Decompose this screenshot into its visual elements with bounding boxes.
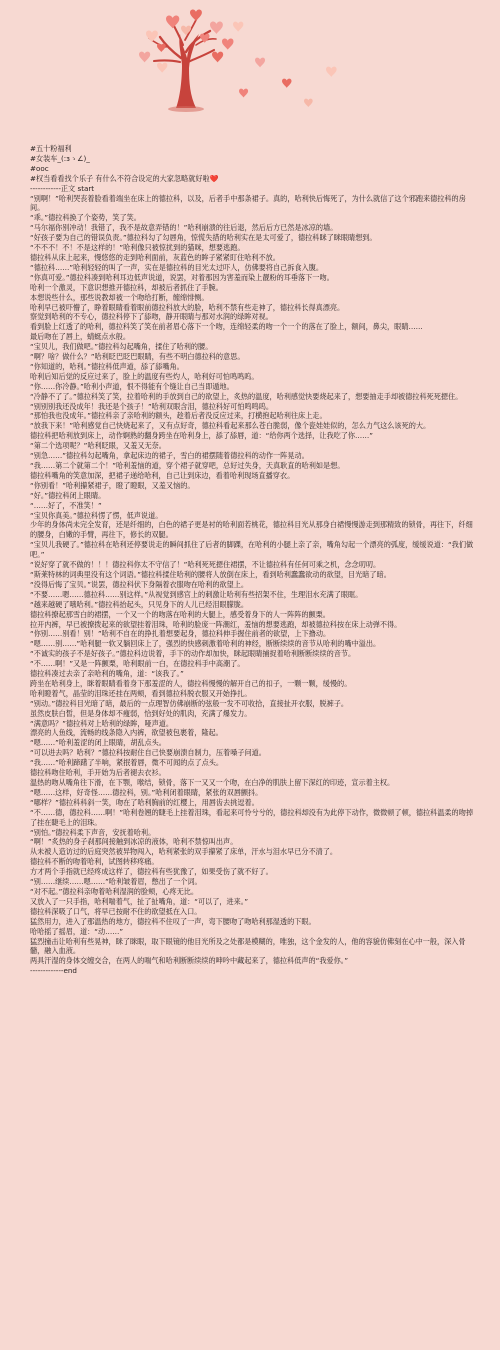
- story-paragraph: “啊！”炙热的身子刹那间接触到冰凉的液体，哈利不禁惊叫出声。: [30, 837, 238, 847]
- story-paragraph: “别急……”德拉科勾起嘴角，拿起床边的裙子，雪白的裙摆随着德拉科的动作一阵晃动。: [30, 451, 309, 461]
- story-paragraph: 德拉科把哈利放到床上，动作婀熟的翻身跨坐在哈利身上，舔了舔唇，道：“给你两个选择，让我吃了你……”: [30, 431, 374, 441]
- story-paragraph: “放我下来！”哈利感觉自己快烧起来了，又有点好奇，德拉科看起来那么苍白脆弱，像个瓷娃娃似的，怎么力气这么该死的大。: [30, 421, 431, 431]
- story-paragraph: “你别看！”哈利攥紧裙子，瞪了瞪眼，又羞又恼的。: [30, 480, 195, 490]
- story-paragraph: “我……第二个就第二个！”哈利羞恼的道，穿个裙子就穿吧，总好过失身，天真耿直的哈利如是想。: [30, 461, 345, 470]
- story-paragraph: 德拉科不断的吻着哈利，试图转移疼痛。: [30, 857, 159, 867]
- story-paragraph: “别……继续……嗯……”哈利皱着眉，憋出了一个词。: [30, 877, 202, 887]
- story-paragraph: “嗯……别……”哈利腿一软又躺回床上了，强烈的快感刺激着哈利的神经，断断续续的音节从哈利的嘴中溢出。: [30, 639, 381, 649]
- story-paragraph: 哈哈摇了摇眉，道：“动……”: [30, 926, 124, 936]
- tag-line: #五十粉福利: [30, 144, 72, 153]
- story-paragraph: “对不起。”德拉科亲吻着哈利湿润的脸颊，心疼无比。: [30, 886, 199, 896]
- article-content: [30, 144, 474, 976]
- story-paragraph: 从未被人造访过的后庭突然被异物闯入，哈利紧张的双手攥紧了床单，汗水与泪水早已分不清了。: [30, 847, 338, 857]
- story-paragraph: “不诚实的孩子不是好孩子。”德拉科边说着，手下的动作却加快，眯起眼睛捕捉着哈利断断续续的音节。: [30, 649, 356, 659]
- story-paragraph: “没得后悔了宝贝。”说罢，德拉科伏下身隔着衣服吻在哈利的欲望上。: [30, 579, 249, 589]
- story-paragraph: 猛烈撞击让哈利有些晃神，眯了眯眼，取下眼镜的他目光所及之处都是模糊的，唯独，这个金发的人，他的容貌仿佛刻在心中一般，深入骨髓，融入血液。: [30, 936, 466, 956]
- story-paragraph: “满意吗？”德拉科对上哈利的绿眸，哑声道。: [30, 718, 174, 728]
- story-paragraph: “嗯……”哈利羞涩的闭上眼睛，胡乱点头。: [30, 738, 166, 748]
- start-marker: ------------正文 start: [30, 183, 95, 193]
- story-paragraph: 德拉科撩起那雪白的裙摆，一个又一个的吻落在哈利的大腿上，感受着身下的人一阵阵的颤栗。: [30, 609, 330, 619]
- story-paragraph: 两具汗湿的身体交缠交合，在两人的喘气和哈利断断续续的呻吟中藏起来了，德拉科低声的“我爱你。”: [30, 956, 349, 966]
- story-paragraph: “别别别我还没成年！我还是个孩子！”哈利双眼含泪，德拉科好可怕鸣鸣呜。: [30, 401, 274, 411]
- story-paragraph: “说好穿了就不做的！！！德拉科你太不守信了！”哈利死死摁住裙摆，不让德拉科有任何可乘之机，念念叨叨。: [30, 560, 381, 570]
- story-paragraph: 德拉科吻住哈利，手开始为后者褪去衣衫。: [30, 768, 166, 778]
- story-paragraph: 德拉科深吸了口气，将早已按耐不住的欲望抵在入口。: [30, 906, 202, 916]
- story-paragraph: “好孩子要为自己的错误负责。”德拉科勾了勾唇角，惊慌失措的哈利实在是太可爱了，德拉科眯了眯眼睛想到。: [30, 233, 377, 243]
- story-paragraph: 虽然皮肤白皙，但是身体却不瘦弱，恰到好处的肌肉，充满了爆发力。: [30, 708, 252, 718]
- story-paragraph: “宝贝你真美。”德拉科愣了愣，低声说道。: [30, 510, 163, 520]
- story-paragraph: “第二个选项呢？”哈利眨眼，又羞又无奈。: [30, 441, 166, 451]
- story-paragraph: “越来越硬了哦哈利。”德拉科抬起头，只见身下的人儿已经泪眼朦胧。: [30, 599, 249, 609]
- story-paragraph: 最后吻在了唇上，蜻蜓点水般。: [30, 332, 130, 342]
- story-paragraph: 少年的身体尚未完全发育，还是纤细的，白色的裙子更是衬的哈利面若桃花，德拉科目光从那身白裙慢慢游走到那精致的锁骨，再往下，纤细的腰身，白嫩的手臂，再往下，修长的双腿。: [30, 520, 473, 540]
- story-paragraph: “……好了，不准笑！”: [30, 500, 102, 510]
- story-paragraph: “乖。”德拉科换了个姿势，笑了笑。: [30, 213, 141, 223]
- story-paragraph: “啊？啥？做什么？”哈利眨巴眨巴眼睛，有些不明白德拉科的意思。: [30, 352, 245, 362]
- story-paragraph: “马尔福你别冲动！我错了，我不是故意弄错的！”哈利崩溃的往后退，然后后方已然是冰凉的墙。: [30, 223, 338, 233]
- story-paragraph: “我……”哈利蹄躇了半响，紧抿着唇，微不可闻的点了点头。: [30, 758, 224, 768]
- story-paragraph: 漂亮的人鱼线，流畅的线条隐入内裤，欲望被包裹着，隆起。: [30, 728, 223, 738]
- story-paragraph: “别啊！”哈利哭丧着脸看着端坐在床上的德拉科，以及，后者手中那条裙子。真的，哈利快后悔死了，为什么就信了这个邪跑来德拉科的房间。: [30, 193, 466, 213]
- story-paragraph: 又放入了一只手指，哈利喘着气，扯了扯嘴角，道：“可以了，进来。”: [30, 896, 249, 906]
- story-paragraph: “不要……嗯……德拉科……别这样。”从视觉到感官上的刺激让哈利有些招架不住，生理泪水充满了眼眶。: [30, 589, 363, 599]
- story-paragraph: 跨坐在哈利身上，眯着眼睛看着身下那羞涩的人，德拉科慢慢的解开自己的扣子，一颗一颗，缓慢的。: [30, 678, 352, 688]
- story-paragraph: “你别……别看！别！”哈利不自在的挣扎着想要起身，德拉科伸手握住前者的欲望，上下撸动。: [30, 629, 331, 639]
- story-paragraph: “宝贝儿我硬了。”德拉科在哈利还停要说走的瞬间抓住了后者的脚踝，在哈利的小腿上亲了亲，嘴角勾起一个漂亮的弧度，缓缓说道：“我们做吧。”: [30, 540, 474, 560]
- story-paragraph: “你真可爱。”德拉科凑到哈利耳边低声说道，说罢，对着那因为害羞而染上靓粉的耳垂落下一吻。: [30, 272, 334, 282]
- story-paragraph: “别怕。”德拉科柔下声音，安抚着哈利。: [30, 827, 156, 837]
- story-paragraph: 哈利早已被吓懵了，睁着眼睛看着眼前德拉科放大的脸，哈利不禁有些走神了，德拉科长得真漂亮。: [30, 302, 345, 312]
- story-paragraph: 本想说些什么，那些说教却被一个吻给打断，缠绵悱恻。: [30, 292, 209, 302]
- story-paragraph: 德拉科嘴角的笑意加深，把裙子递给哈利，自己让到床边，看着哈利现场直播穿衣。: [30, 470, 295, 480]
- story-paragraph: “可以进去吗？哈利？”德拉科按耐住自己快要崩溃自制力，压着嗓子问道。: [30, 748, 266, 758]
- story-paragraph: 温热的吻从嘴角往下滑，在下颚，喉结，锁骨，落下一又又一个吻，在白净的肌肤上留下深红的印迹，宣示着主权。: [30, 778, 395, 787]
- end-marker: -------------end: [30, 966, 77, 976]
- story-paragraph: 拉开内裤，早已被撩拨起来的欲望挂着泪珠，哈利的脸庞一阵潮红，羞恼的想要逃跑，却被德拉科按在床上动弹不得。: [30, 619, 402, 629]
- story-paragraph: “好。”德拉科闭上眼睛。: [30, 490, 106, 500]
- story-paragraph: “不……德，德拉科……啊！”哈利卷翘的睫毛上挂着泪珠，看起来可怜兮兮的，德拉科却没有为此停下动作，微微顿了顿，德拉科温柔的吻掉了挂在睫毛上的泪珠。: [30, 807, 473, 827]
- tag-line: #ooc: [30, 163, 49, 173]
- story-paragraph: “你知道的，哈利。”德拉科低声道，舔了舔嘴角。: [30, 361, 184, 371]
- story-paragraph: “德拉科……”哈利轻轻的叫了一声，实在是德拉科的目光太过吓人，仿佛要将自己拆食入腹。: [30, 262, 324, 272]
- story-paragraph: “你……你冷静。”哈利小声道，恨不得能有个缝让自己当即遁地。: [30, 381, 234, 391]
- story-paragraph: “那怕我也没成年。”德拉科亲了亲哈利的额头，趁着后者没反应过来，打横抱起哈利往床上走。: [30, 411, 327, 421]
- tree-of-hearts-icon: [0, 0, 500, 140]
- header-art: [0, 0, 500, 140]
- story-paragraph: 猛然用力，进入了那温热的地方，德拉科不住叹了一声，弯下腰吻了吻哈利那湿透的下眼。: [30, 916, 316, 926]
- story-paragraph: 德拉科从床上起来，慢悠悠的走到哈利面前，灰蓝色的眸子紧紧盯住哈利不放。: [30, 252, 280, 262]
- story-paragraph: “嗯……这样，好奇怪……德拉科，别。”哈利闭着眼睛，紧张的双唇颤抖。: [30, 787, 263, 797]
- story-paragraph: 哈利瞪着气，晶莹的泪珠还挂在两颊，看到德拉科脱衣服又开始挣扎。: [30, 688, 252, 698]
- story-paragraph: 看到脸上红透了的哈利，德拉科笑了笑在前者眉心落下一个吻，连绵轻柔的吻一个一个的落在了脸上，额间，鼻尖，眼睛……: [30, 322, 423, 332]
- tag-line: #权当看看找个乐子 有什么不符合设定的大家忽略就好啦❤️: [30, 173, 219, 183]
- tag-line: #女装车_(:зゝ∠)_: [30, 153, 90, 163]
- story-paragraph: “宝贝儿，我们做吧。”德拉科勾起嘴角，揉住了哈利的腰。: [30, 342, 213, 352]
- story-paragraph: 哈利后知后觉的反应过来了，脸上的温度有些灼人，哈利好可怕鸣鸣呜。: [30, 371, 259, 381]
- story-paragraph: “别动。”德拉科目光暗了暗，最后的一点理智仿佛崩断的弦般一发不可收拾，直接扯开衣服，脱裤子。: [30, 698, 349, 708]
- story-paragraph: 哈利一个激灵，下意识想推开德拉科，却被后者抓住了手腕。: [30, 282, 223, 292]
- story-paragraph: 方才两个手指就已经疼成这样了，德拉科有些犹豫了，如果受伤了就不好了。: [30, 867, 273, 877]
- story-paragraph: 察觉到哈利的不专心，德拉科停下了舔吻，静开眼睛与那对水润的绿眸对视。: [30, 312, 273, 322]
- story-paragraph: “斯莱特林的词典里没有这个词语。”德拉科揉住哈利的腰将人放倒在床上，看到哈利蠢蠢欲动的欲望，目光暗了暗。: [30, 569, 391, 579]
- story-paragraph: 德拉科凑过去亲了亲哈利的嘴角，道：“该我了。”: [30, 669, 184, 679]
- story-paragraph: “不不不！不！不是这样的！”哈利像只被惊扰到的猫咪，想要逃跑。: [30, 243, 245, 253]
- story-paragraph: “哪样？”德拉科科斜一笑，吻在了哈利胸前的红樱上，用唇齿去挑逗着。: [30, 797, 259, 807]
- story-paragraph: “冷静不了了。”德拉科笑了笑，拉着哈利的手放到自己的欲望上，炙热的温度，哈利感觉快要烧起来了，想要抽走手却被德拉科死死摁住。: [30, 391, 463, 401]
- story-paragraph: “不……啊！”又是一阵颤栗，哈利眼前一白，在德拉科手中高潮了。: [30, 659, 245, 669]
